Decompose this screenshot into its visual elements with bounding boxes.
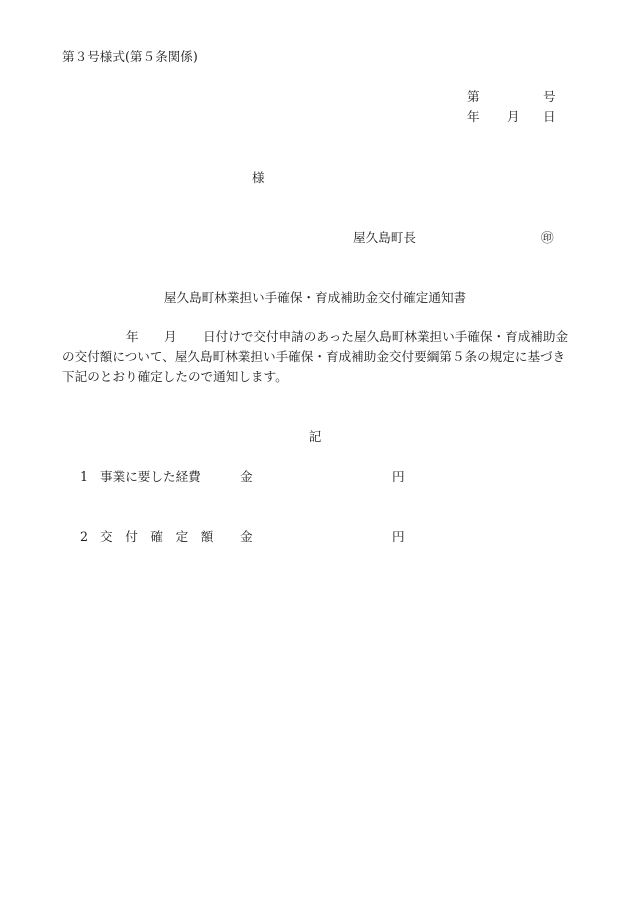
item-label: 事業に要した経費 — [100, 469, 201, 484]
document-title: 屋久島町林業担い手確保・育成補助金交付確定通知書 — [163, 290, 467, 305]
amount-suffix: 円 — [392, 529, 405, 544]
date-month-label: 月 — [507, 109, 520, 124]
item-number: 1 — [80, 469, 89, 484]
addressee-honorific: 様 — [252, 170, 265, 185]
sender-name: 屋久島町長 — [353, 230, 416, 245]
body-line-1: 日付けで交付申請のあった屋久島町林業担い手確保・育成補助金 — [203, 329, 569, 344]
document-number-prefix: 第 — [467, 89, 480, 104]
date-year-label: 年 — [467, 109, 480, 124]
body-month-label: 月 — [164, 329, 177, 344]
seal-mark: ㊞ — [541, 230, 554, 245]
item-number: 2 — [80, 529, 89, 544]
form-number: 第３号様式(第５条関係) — [62, 49, 198, 64]
ki-heading: 記 — [308, 429, 322, 444]
body-line-3: 下記のとおり確定したので通知します。 — [62, 369, 288, 384]
amount-prefix: 金 — [240, 469, 253, 484]
item-label: 交 付 確 定 額 — [100, 529, 214, 544]
document-number-suffix: 号 — [543, 89, 556, 104]
date-day-label: 日 — [543, 109, 556, 124]
body-year-label: 年 — [126, 329, 139, 344]
amount-prefix: 金 — [240, 529, 253, 544]
body-line-2: の交付額について、屋久島町林業担い手確保・育成補助金交付要綱第５条の規定に基づき — [62, 349, 566, 364]
amount-suffix: 円 — [392, 469, 405, 484]
